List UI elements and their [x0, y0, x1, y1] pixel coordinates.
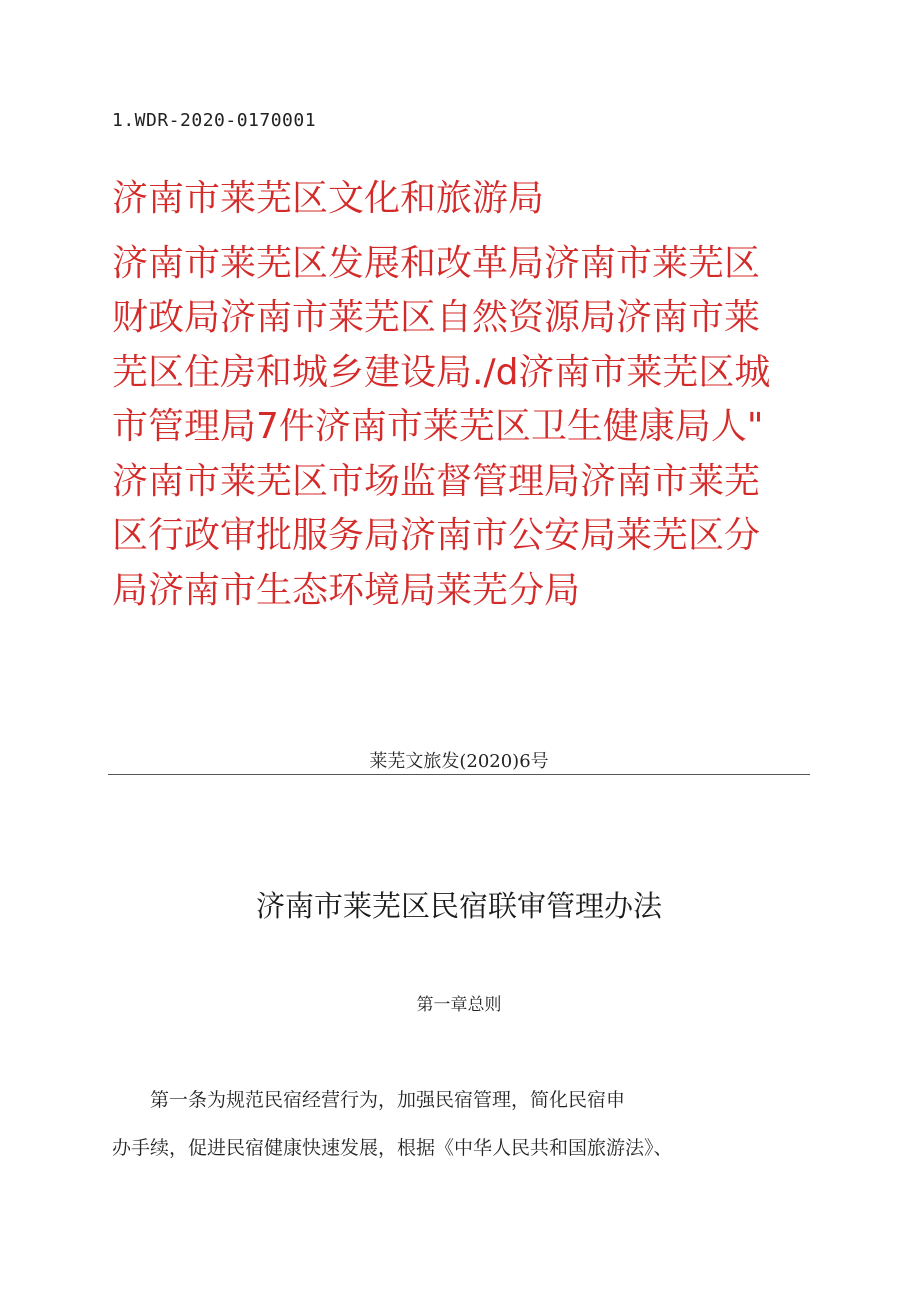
document-id: 1.WDR-2020-0170001	[112, 110, 317, 131]
authority-line: 济南市莱芜区文化和旅游局	[112, 178, 545, 219]
authority-line: 市管理局7件济南市莱芜区卫生健康局人"	[112, 406, 764, 447]
authority-line: 济南市莱芜区发展和改革局济南市莱芜区	[112, 242, 761, 284]
authority-line: 财政局济南市莱芜区自然资源局济南市莱	[112, 297, 761, 338]
issuing-authorities-header	[112, 172, 812, 618]
authority-line: 济南市莱芜区市场监督管理局济南市莱芜	[112, 460, 761, 502]
article-line: 第一条为规范民宿经营行为，加强民宿管理，简化民宿申	[150, 1089, 626, 1111]
issue-number: 莱芜文旅发(2020)6号	[369, 751, 549, 772]
document-title: 济南市莱芜区民宿联审管理办法	[255, 889, 662, 923]
article-paragraph	[112, 1076, 792, 1172]
authority-line: 芜区住房和城乡建设局./d济南市莱芜区城	[112, 351, 771, 393]
authority-line: 区行政审批服务局济南市公安局莱芜区分	[112, 515, 761, 556]
header-divider	[108, 774, 810, 775]
authority-line: 局济南市生态环境局莱芜分局	[112, 569, 581, 611]
chapter-heading: 第一章总则	[416, 995, 502, 1015]
article-line: 办手续，促进民宿健康快速发展，根据《中华人民共和国旅游法》、	[112, 1137, 673, 1159]
